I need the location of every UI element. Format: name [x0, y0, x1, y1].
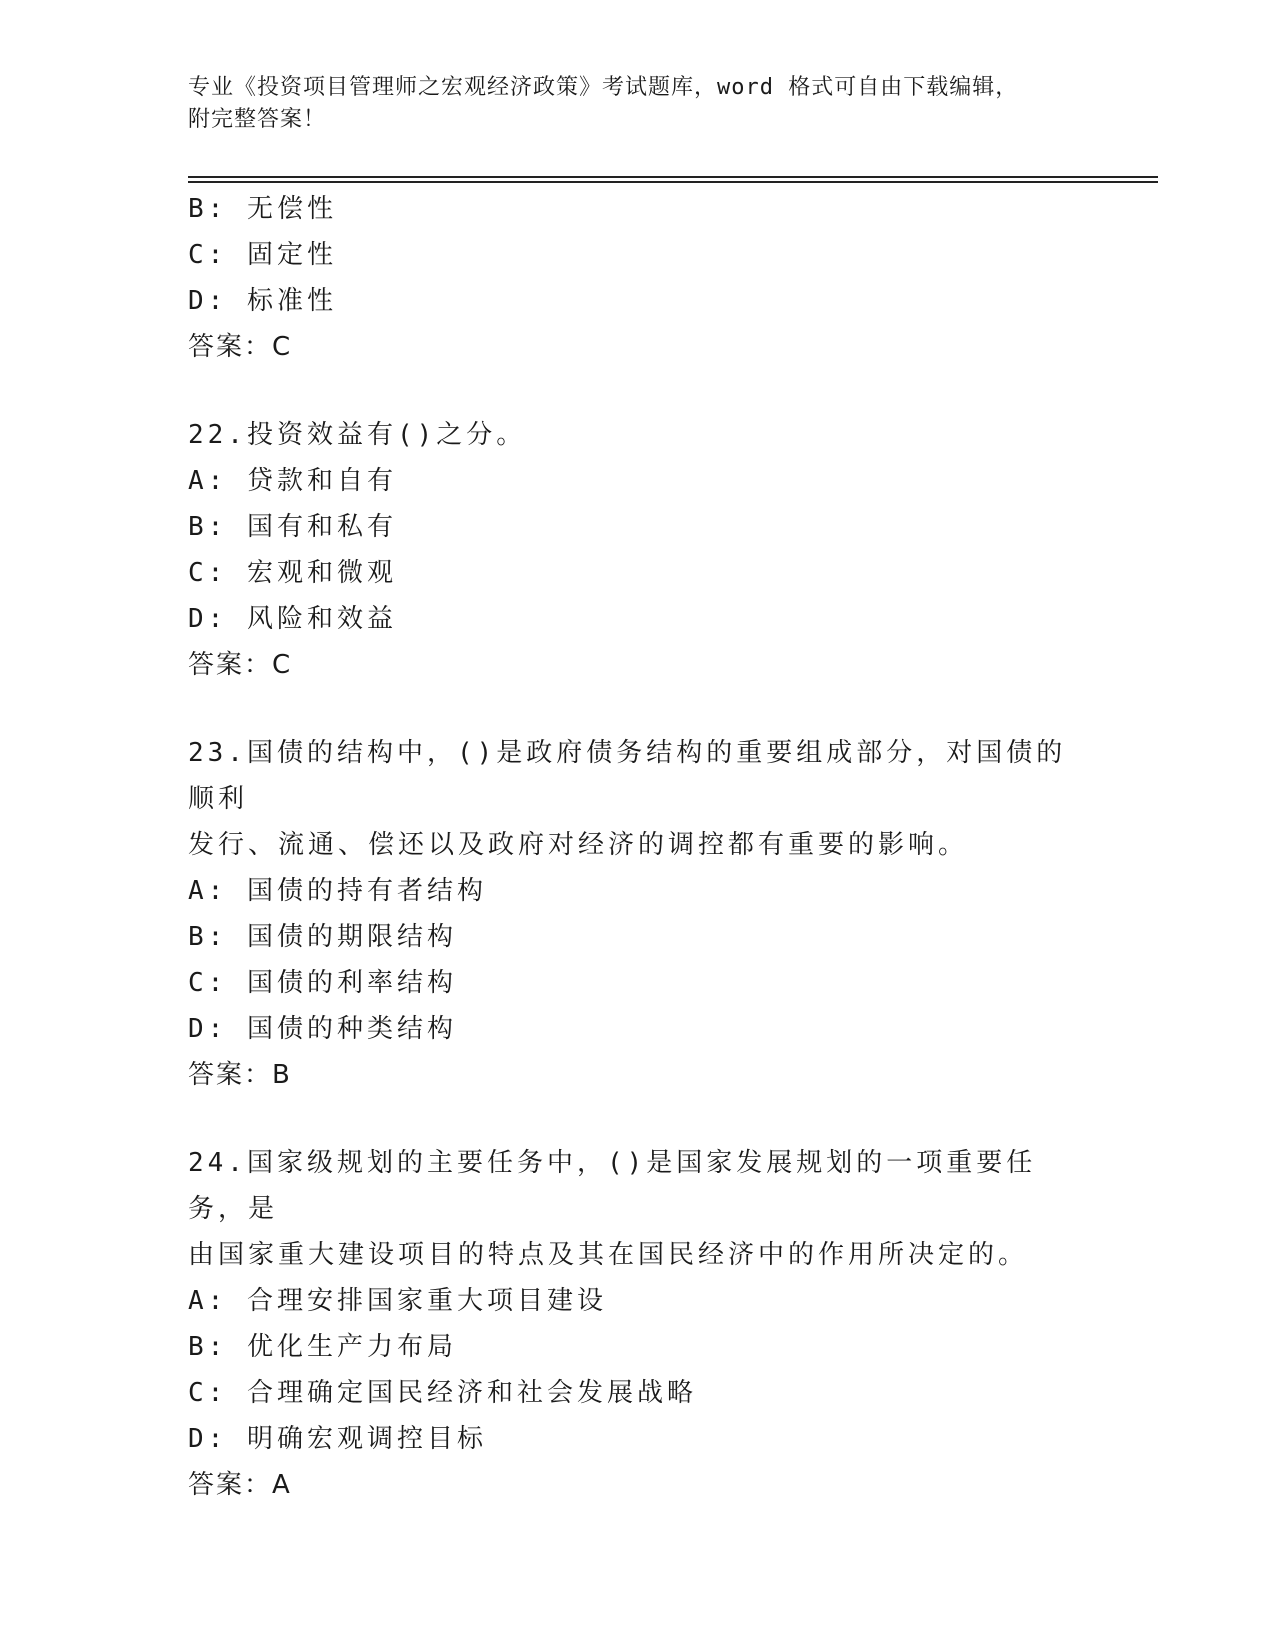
header-divider-bottom [188, 181, 1158, 183]
option-d: D: 标准性 [188, 286, 337, 316]
question-stem: 22.投资效益有()之分。 [188, 420, 527, 450]
option-c: C: 合理确定国民经济和社会发展战略 [188, 1378, 697, 1408]
question-21-block [188, 186, 1088, 370]
option-c: C: 固定性 [188, 240, 337, 270]
question-stem-line-2: 发行、流通、偿还以及政府对经济的调控都有重要的影响。 [188, 830, 969, 860]
option-d: D: 明确宏观调控目标 [188, 1424, 487, 1454]
question-24-block [188, 1140, 1088, 1508]
spacer [188, 370, 1088, 412]
option-b: B: 无偿性 [188, 194, 337, 224]
option-b: B: 国债的期限结构 [188, 922, 457, 952]
option-c: C: 国债的利率结构 [188, 968, 457, 998]
answer-line: 答案：C [188, 332, 293, 362]
header-line-1: 专业《投资项目管理师之宏观经济政策》考试题库，word 格式可自由下载编辑， [188, 75, 1019, 100]
answer-line: 答案：C [188, 650, 293, 680]
option-d: D: 风险和效益 [188, 604, 397, 634]
spacer [188, 1098, 1088, 1140]
question-22-block [188, 412, 1088, 688]
question-stem-line-1: 24.国家级规划的主要任务中，()是国家发展规划的一项重要任务，是 [188, 1148, 1037, 1224]
header-line-2: 附完整答案！ [188, 107, 327, 132]
document-header [188, 72, 1088, 136]
question-stem-line-1: 23.国债的结构中，()是政府债务结构的重要组成部分，对国债的顺利 [188, 738, 1067, 814]
answer-line: 答案：A [188, 1470, 292, 1500]
question-23-block [188, 730, 1088, 1098]
question-list [188, 186, 1088, 1508]
option-a: A: 贷款和自有 [188, 466, 397, 496]
option-c: C: 宏观和微观 [188, 558, 397, 588]
option-d: D: 国债的种类结构 [188, 1014, 457, 1044]
option-b: B: 优化生产力布局 [188, 1332, 457, 1362]
question-stem-line-2: 由国家重大建设项目的特点及其在国民经济中的作用所决定的。 [188, 1240, 1029, 1270]
spacer [188, 688, 1088, 730]
header-divider-top [188, 176, 1158, 178]
option-a: A: 国债的持有者结构 [188, 876, 487, 906]
option-b: B: 国有和私有 [188, 512, 397, 542]
answer-line: 答案：B [188, 1060, 292, 1090]
option-a: A: 合理安排国家重大项目建设 [188, 1286, 607, 1316]
